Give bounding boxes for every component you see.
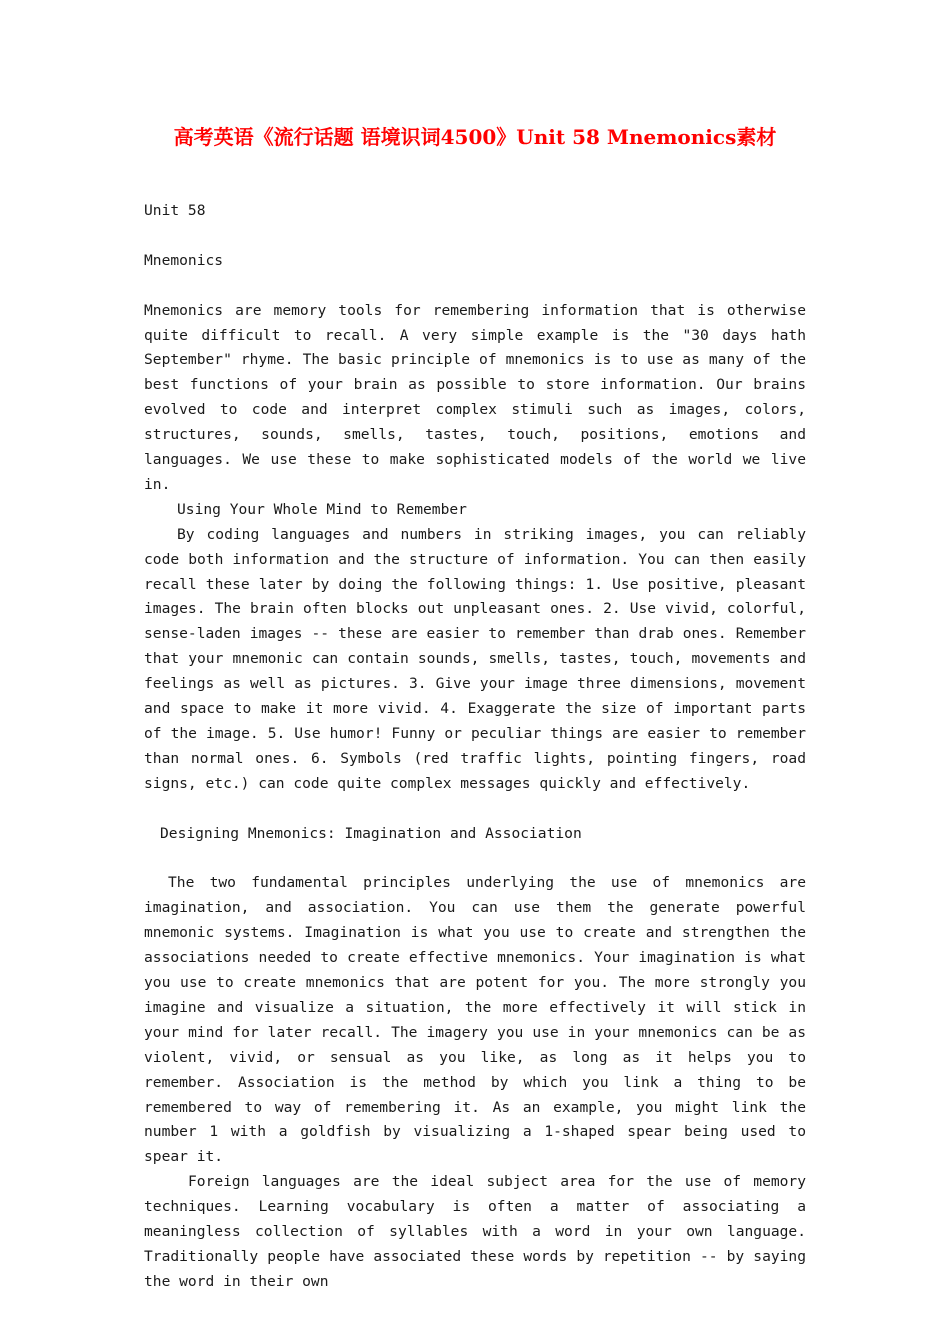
unit-label: Unit 58 (144, 202, 206, 219)
section-heading-designing: Designing Mnemonics: Imagination and Association (160, 824, 582, 842)
spacer (144, 797, 806, 822)
spacer (144, 224, 806, 249)
paragraph-principles: The two fundamental principles underlying the use of mnemonics are imagination, and association. You can use them the generate powerful mnemonic systems. Imagination is what you use to create and strengthen the associations needed to create effective mnemonics. Your imagination is what you use to create mnemonics that are potent for you. The more strongly you imagine and visualize a situation, the more effectively it will stick in your mind for later recall. The imagery you use in your mnemonics can be as violent, vivid, or sensual as you like, as long as it helps you to remember. Association is the method by which you link a thing to be remembered to way of remembering it. As an example, you might link the number 1 with a goldfish by visualizing a 1-shaped spear being used to spear it. (144, 874, 806, 1166)
paragraph-coding: By coding languages and numbers in striking images, you can reliably code both information and the structure of information. You can then easily recall these later by doing the following things: 1. Use positive, pleasant images. The brain often blocks out unpleasant ones. 2. Use vivid, colorful, sense-laden images -- these are easier to remember than drab ones. Remember that your mnemonic can contain sounds, smells, tastes, touch, movements and feelings as well as pictures. 3. Give your image three dimensions, movement and space to make it more vivid. 4. Exaggerate the size of important parts of the image. 5. Use humor! Funny or peculiar things are easier to remember than normal ones. 6. Symbols (red traffic lights, pointing fingers, road signs, etc.) can code quite complex messages quickly and effectively. (144, 525, 806, 792)
document-body (144, 199, 806, 1295)
spacer (144, 847, 806, 872)
section-heading-whole-mind: Using Your Whole Mind to Remember (177, 500, 467, 518)
paragraph-foreign-languages: Foreign languages are the ideal subject area for the use of memory techniques. Learning vocabulary is often a matter of associating a meaningless collection of syllables with a word in your own language. Traditionally people have associated these words by repetition -- by saying the word in their own (144, 1173, 806, 1290)
paragraph-intro: Mnemonics are memory tools for remembering information that is otherwise quite difficult to recall. A very simple example is the "30 days hath September" rhyme. The basic principle of mnemonics is to use as many of the best functions of your brain as possible to store information. Our brains evolved to code and interpret complex stimuli such as images, colors, structures, sounds, smells, tastes, touch, positions, emotions and languages. We use these to make sophisticated models of the world we live in. (144, 301, 806, 493)
document-title: 高考英语《流行话题 语境识词4500》Unit 58 Mnemonics素材 (173, 125, 777, 149)
spacer (144, 274, 806, 299)
topic-label: Mnemonics (144, 251, 224, 269)
